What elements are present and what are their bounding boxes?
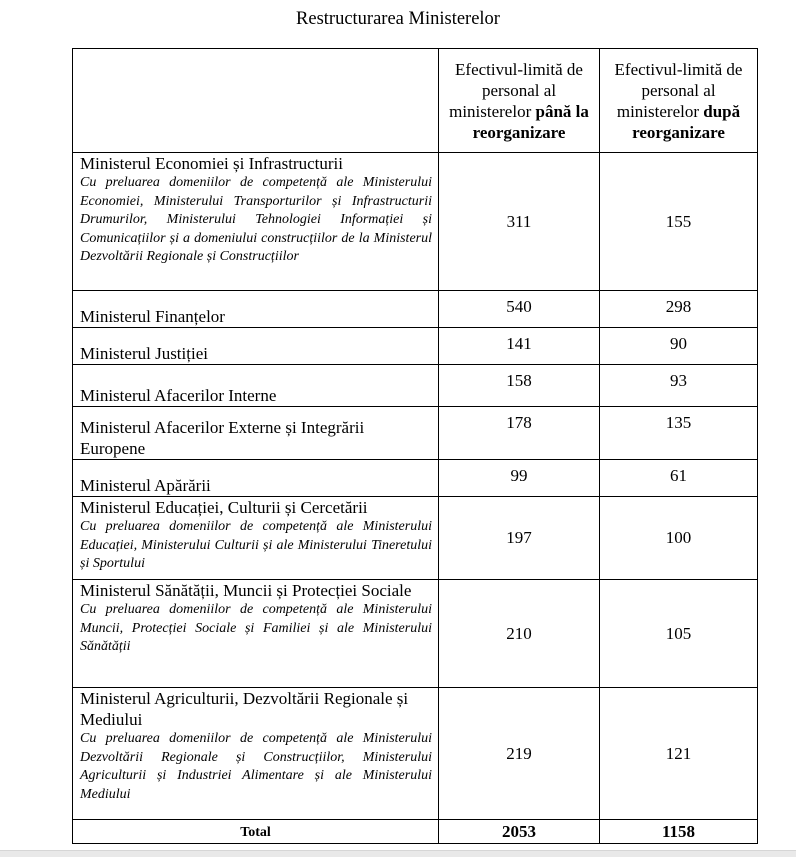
staff-before-cell: 141 (439, 328, 600, 365)
ministry-cell (73, 460, 439, 497)
header-after-reorganization (600, 49, 758, 153)
ministry-cell (73, 153, 439, 291)
ministry-cell (73, 328, 439, 365)
staff-before-cell: 210 (439, 580, 600, 688)
staff-after-cell: 100 (600, 497, 758, 580)
ministry-cell (73, 291, 439, 328)
ministry-cell (73, 580, 439, 688)
ministry-cell (73, 497, 439, 580)
staff-before-cell: 219 (439, 688, 600, 820)
ministry-cell (73, 365, 439, 407)
total-label: Total (73, 820, 439, 844)
ministry-name: Ministerul Afacerilor Externe și Integrării Europene (80, 418, 365, 458)
ministry-cell (73, 688, 439, 820)
staff-after-cell: 121 (600, 688, 758, 820)
header-before-reorganization (439, 49, 600, 153)
total-row (73, 820, 758, 844)
staff-before-cell: 311 (439, 153, 600, 291)
staff-after-cell: 155 (600, 153, 758, 291)
ministry-name: Ministerul Justiției (80, 344, 208, 363)
ministry-description: Cu preluarea domeniilor de competență ale Ministerului Dezvoltării Regionale și Construcțiilor, Ministerului Agriculturii și Industriei Alimentare și ale Ministerului Mediului (80, 731, 432, 802)
header-after-prefix: Efectivul-limită de personal al ministerelor (614, 59, 743, 121)
header-before-bold: până la reorganizare (472, 101, 589, 142)
ministries-table (72, 48, 758, 844)
total-after: 1158 (600, 820, 758, 844)
staff-after-cell: 298 (600, 291, 758, 328)
total-before: 2053 (439, 820, 600, 844)
ministry-description: Cu preluarea domeniilor de competență ale Ministerului Educației, Ministerului Culturii și ale Ministerului Tineretului și Sportului (80, 519, 432, 572)
ministry-name: Ministerul Economiei și Infrastructurii (80, 154, 343, 173)
ministry-name: Ministerul Afacerilor Interne (80, 386, 277, 405)
staff-before-cell: 158 (439, 365, 600, 407)
header-after-bold: după reorganizare (632, 101, 741, 142)
staff-before-cell: 178 (439, 407, 600, 460)
staff-after-cell: 105 (600, 580, 758, 688)
ministry-name: Ministerul Educației, Culturii și Cercetării (80, 498, 368, 517)
ministry-name: Ministerul Sănătății, Muncii și Protecției Sociale (80, 581, 412, 600)
staff-before-cell: 99 (439, 460, 600, 497)
page-title: Restructurarea Ministerelor (296, 9, 500, 29)
table-row (73, 365, 758, 407)
ministry-description: Cu preluarea domeniilor de competență ale Ministerului Economiei, Ministerului Transporturilor și Infrastructurii Drumurilor, Ministerului Tehnologiei Informației și Comunicațiilor și a domeniului construcțiilor de la Ministerul Dezvoltării Regionale și Construcțiilor (80, 175, 432, 265)
staff-after-cell: 135 (600, 407, 758, 460)
table-row (73, 688, 758, 820)
header-empty-cell (73, 49, 439, 153)
ministry-description: Cu preluarea domeniilor de competență ale Ministerului Muncii, Protecției Sociale și Familiei și ale Ministerului Sănătății (80, 602, 432, 655)
ministry-name: Ministerul Apărării (80, 476, 211, 495)
table-row (73, 407, 758, 460)
staff-after-cell: 93 (600, 365, 758, 407)
table-row (73, 580, 758, 688)
ministry-name: Ministerul Agriculturii, Dezvoltării Regionale și Mediului (80, 689, 409, 729)
staff-before-cell: 197 (439, 497, 600, 580)
table-row (73, 460, 758, 497)
staff-after-cell: 90 (600, 328, 758, 365)
header-before-prefix: Efectivul-limită de personal al ministerelor (449, 59, 583, 121)
table-row (73, 497, 758, 580)
table-row (73, 291, 758, 328)
table-row (73, 153, 758, 291)
staff-before-cell: 540 (439, 291, 600, 328)
ministry-cell (73, 407, 439, 460)
ministry-name: Ministerul Finanțelor (80, 307, 225, 326)
staff-after-cell: 61 (600, 460, 758, 497)
table-header-row (73, 49, 758, 153)
table-row (73, 328, 758, 365)
